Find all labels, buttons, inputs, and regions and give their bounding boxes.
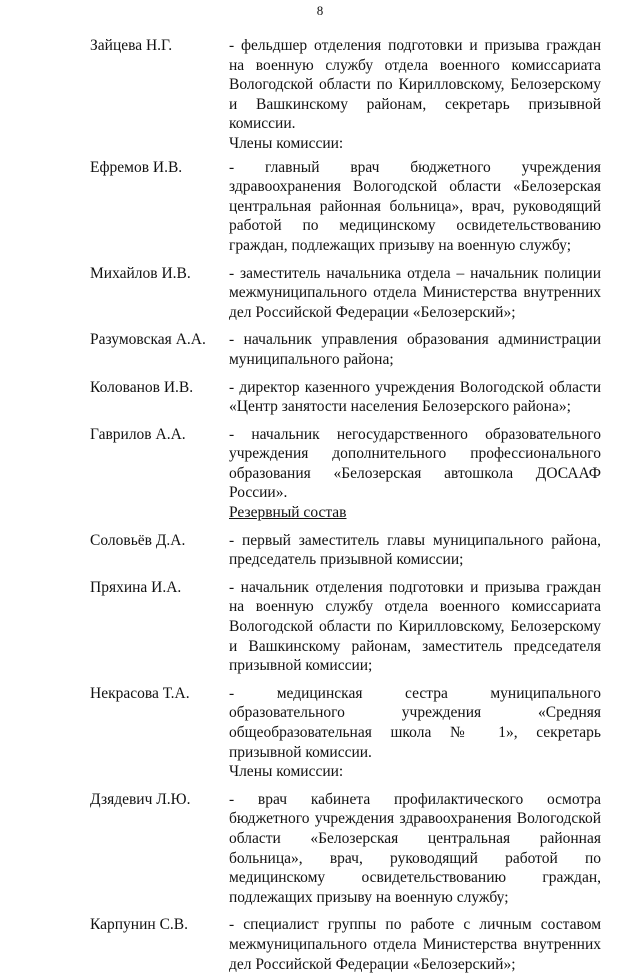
list-item <box>0 330 640 369</box>
list-item <box>0 158 640 256</box>
member-name: Гаврилов А.А. <box>90 425 186 443</box>
list-item <box>0 36 640 134</box>
list-item <box>0 578 640 676</box>
member-description: - фельдшер отделения подготовки и призыва граждан на военную службу отдела военного комиссариата Вологодской области по Кирилловскому, Белозерскому и Вашкинскому районам, секретарь призывной комиссии. <box>229 37 601 133</box>
page-number: 8 <box>316 3 324 18</box>
member-description: - медицинская сестра муниципального образовательного учреждения «Средняя общеобразовательная школа № 1», секретарь призывной комиссии. <box>229 684 601 761</box>
section-heading-members-2: Члены комиссии: <box>229 763 344 781</box>
member-description: - заместитель начальника отдела – начальник полиции межмуниципального отдела Министерства внутренних дел Российской Федерации «Белозерский»; <box>229 264 601 321</box>
member-name: Карпунин С.В. <box>90 916 188 934</box>
member-name: Зайцева Н.Г. <box>90 37 173 54</box>
member-description: - первый заместитель главы муниципального района, председатель призывной комиссии; <box>229 531 601 569</box>
section-heading-members: Члены комиссии: <box>229 134 344 152</box>
member-name: Пряхина И.А. <box>90 578 182 596</box>
list-item <box>0 425 640 503</box>
member-description: - главный врач бюджетного учреждения здравоохранения Вологодской области «Белозерская центральная районная больница», врач, руководящий работой по медицинскому освидетельствованию граждан, подлежащих призыву на военную службу; <box>229 158 601 254</box>
list-item <box>0 531 640 570</box>
member-name: Соловьёв Д.А. <box>90 531 186 549</box>
commission-list <box>0 36 640 974</box>
member-name: Колованов И.В. <box>90 378 194 396</box>
member-name: Ефремов И.В. <box>90 158 183 176</box>
list-item <box>0 378 640 417</box>
member-name: Некрасова Т.А. <box>90 684 190 702</box>
member-description: - начальник управления образования администрации муниципального района; <box>229 331 601 368</box>
list-item <box>0 790 640 908</box>
list-item <box>0 915 640 974</box>
section-heading-reserve: Резервный состав <box>229 504 347 522</box>
member-description: - начальник отделения подготовки и призыва граждан на военную службу отдела военного комиссариата Вологодской области по Кирилловскому, Белозерскому и Вашкинскому районам, заместитель председателя призывной комиссии; <box>229 578 601 675</box>
member-name: Разумовская А.А. <box>90 331 206 349</box>
list-item <box>0 264 640 323</box>
member-name: Дзядевич Л.Ю. <box>90 790 191 808</box>
member-name: Михайлов И.В. <box>90 264 191 282</box>
list-item <box>0 684 640 762</box>
member-description: - директор казенного учреждения Вологодской области «Центр занятости населения Белозерского района»; <box>229 378 601 416</box>
member-description: - специалист группы по работе с личным составом межмуниципального отдела Министерства внутренних дел Российской Федерации «Белозерский»; <box>229 916 601 973</box>
member-description: - врач кабинета профилактического осмотра бюджетного учреждения здравоохранения Вологодской области «Белозерская центральная районная больница», врач, руководящий работой по медицинскому освидетельствованию граждан, подлежащих призыву на военную службу; <box>229 790 601 906</box>
member-description: - начальник негосударственного образовательного учреждения дополнительного профессионального образования «Белозерская автошкола ДОСААФ России». <box>229 425 601 502</box>
